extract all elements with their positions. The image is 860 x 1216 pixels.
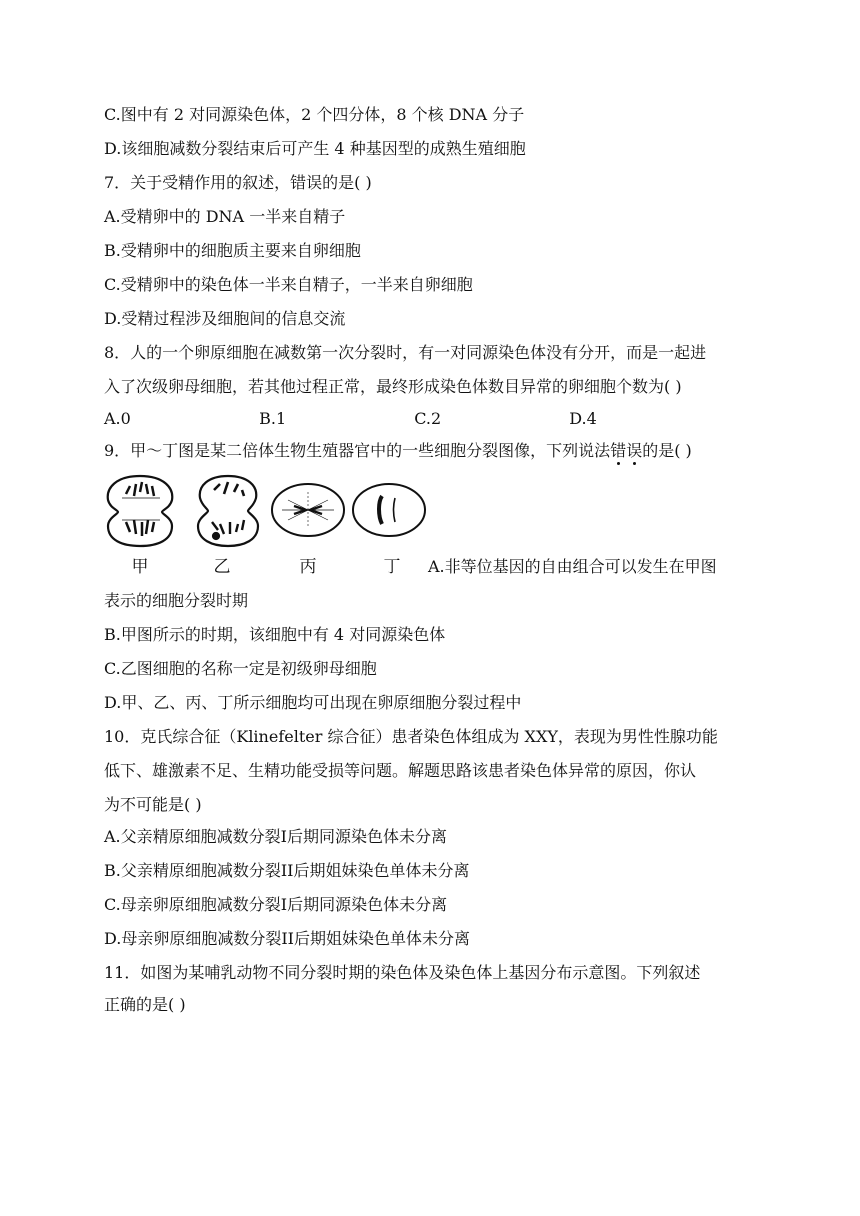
q8-option-c: C.2 (414, 409, 442, 428)
q9-cell-diagrams (104, 470, 434, 550)
q10-option-d: D.母亲卵原细胞减数分裂II后期姐妹染色单体未分离 (104, 929, 470, 948)
q10-stem-line3: 为不可能是( ) (104, 795, 202, 814)
q9-option-a-line1: A.非等位基因的自由组合可以发生在甲图 (428, 557, 717, 576)
q9-option-a-line2: 表示的细胞分裂时期 (104, 591, 249, 610)
q11-stem-line2: 正确的是( ) (104, 995, 186, 1014)
cell-label-ding: 丁 (383, 557, 401, 577)
q9-emphasis-char-1: 错 (610, 441, 627, 460)
q8-stem-line1: 8．人的一个卵原细胞在减数第一次分裂时，有一对同源染色体没有分开，而是一起进 (104, 343, 707, 362)
q9-stem (104, 440, 692, 462)
cell-label-jia: 甲 (131, 557, 149, 577)
q9-cell-division-figures (104, 470, 434, 580)
q9-option-c: C.乙图细胞的名称一定是初级卵母细胞 (104, 659, 377, 678)
q8-option-d: D.4 (569, 409, 597, 428)
q7-stem: 7．关于受精作用的叙述，错误的是( ) (104, 173, 372, 192)
q10-option-a: A.父亲精原细胞减数分裂I后期同源染色体未分离 (104, 827, 447, 846)
q9-stem-prefix: 9．甲～丁图是某二倍体生物生殖器官中的一些细胞分裂图像，下列说法 (104, 441, 611, 460)
q7-option-d: D.受精过程涉及细胞间的信息交流 (104, 309, 346, 328)
cell-ding-diagram (353, 484, 425, 536)
q9-emphasis-char-2: 误 (626, 441, 643, 460)
cell-label-yi: 乙 (213, 557, 231, 577)
q8-option-a: A.0 (104, 409, 131, 428)
cell-yi-diagram (198, 476, 258, 546)
cell-bing-diagram (272, 484, 344, 536)
q7-option-c: C.受精卵中的染色体一半来自精子，一半来自卵细胞 (104, 275, 473, 294)
q6-option-c: C.图中有 2 对同源染色体，2 个四分体，8 个核 DNA 分子 (104, 105, 525, 124)
q8-stem-line2: 入了次级卵母细胞，若其他过程正常，最终形成染色体数目异常的卵细胞个数为( ) (104, 377, 682, 396)
q10-option-b: B.父亲精原细胞减数分裂II后期姐妹染色单体未分离 (104, 861, 470, 880)
q7-option-b: B.受精卵中的细胞质主要来自卵细胞 (104, 241, 361, 260)
q8-option-b: B.1 (259, 409, 287, 428)
q9-option-b: B.甲图所示的时期，该细胞中有 4 对同源染色体 (104, 625, 446, 644)
q11-stem-line1: 11．如图为某哺乳动物不同分裂时期的染色体及染色体上基因分布示意图。下列叙述 (104, 963, 701, 982)
q10-stem-line1: 10．克氏综合征（Klinefelter 综合征）患者染色体组成为 XXY，表现为男性性腺功能 (104, 727, 718, 746)
q9-stem-suffix: 的是( ) (642, 441, 692, 460)
cell-jia-diagram (108, 476, 172, 546)
q8-options (104, 408, 719, 430)
q6-option-d: D.该细胞减数分裂结束后可产生 4 种基因型的成熟生殖细胞 (104, 139, 526, 158)
cell-label-bing: 丙 (299, 557, 317, 577)
q10-option-c: C.母亲卵原细胞减数分裂I后期同源染色体未分离 (104, 895, 448, 914)
q10-stem-line2: 低下、雄激素不足、生精功能受损等问题。解题思路该患者染色体异常的原因，你认 (104, 761, 697, 780)
q7-option-a: A.受精卵中的 DNA 一半来自精子 (104, 207, 346, 226)
q9-option-d: D.甲、乙、丙、丁所示细胞均可出现在卵原细胞分裂过程中 (104, 693, 522, 712)
